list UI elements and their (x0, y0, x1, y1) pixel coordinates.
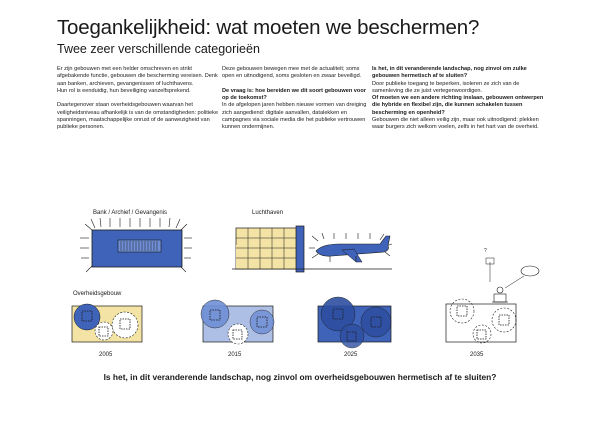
year-label-2025: 2025 (344, 352, 358, 358)
bold-question: Of moeten we een andere richting inslaan, gebouwen ontwerpen die hybride en flexibel zijn, die kunnen schakelen tussen bescherming en openheid? (372, 95, 544, 116)
page-title: Toegankelijkheid: wat moeten we beschermen? (57, 16, 480, 39)
page-subtitle: Twee zeer verschillende categorieën (57, 42, 260, 56)
bank-building-illustration (80, 218, 192, 272)
paragraph: Hun rol is eenduidig, hun beveiliging vanzelfsprekend. (57, 87, 191, 94)
gov-building-2035 (446, 258, 539, 343)
question-mark-label: ? (484, 248, 487, 254)
paragraph: In de afgelopen jaren hebben nieuwe vormen van dreiging zich aangediend: digitale aanvallen, datalekken en campagnes via sociale media die het publieke vertrouwen kunnen ondermijnen. (222, 102, 367, 131)
paragraph: Er zijn gebouwen met een helder omschreven en strikt afgebakende functie, gebouwen die bescherming vereisen. Denk aan banken, archieven, gevangenissen of luchthavens. (57, 66, 218, 87)
gov-building-label: Overheidsgebouw (73, 291, 122, 297)
paragraph: Door publieke toegang te beperken, isoleren ze zich van de samenleving die ze juist vertegenwoordigen. (372, 80, 520, 94)
year-label-2005: 2005 (99, 352, 113, 358)
year-label-2015: 2015 (228, 352, 242, 358)
gov-building-2025 (318, 297, 391, 348)
bottom-question: Is het, in dit veranderende landschap, nog zinvol om overheidsgebouwen hermetisch af te sluiten? (103, 372, 497, 382)
paragraph: Daartegenover staan overheidsgebouwen waarvan het veiligheidsniveau afhankelijk is van de omstandigheden: politieke spanningen, maatschappelijke onrust of de aanwezigheid van publieke personen. (57, 102, 219, 131)
bank-label: Bank / Archief / Gevangenis (93, 210, 168, 216)
paragraph: Deze gebouwen bewegen mee met de actualiteit; soms open en uitnodigend, soms gesloten en zwaar beveiligd. (222, 66, 362, 80)
airport-label: Luchthaven (252, 210, 284, 216)
paragraph: Gebouwen die niet alleen veilig zijn, maar ook uitnodigend: plekken waar burgers zich welkom voelen, zelfs in het hart van de overheid. (372, 117, 539, 131)
bold-question: Is het, in dit veranderende landschap, nog zinvol om zulke gebouwen hermetisch af te sluiten? (372, 66, 527, 80)
gov-building-2005 (72, 304, 142, 342)
gov-building-2015 (201, 300, 274, 344)
airport-illustration (232, 226, 392, 272)
bold-question: De vraag is: hoe bereiden we dit soort gebouwen voor op de toekomst? (222, 87, 366, 102)
year-label-2035: 2035 (470, 352, 484, 358)
